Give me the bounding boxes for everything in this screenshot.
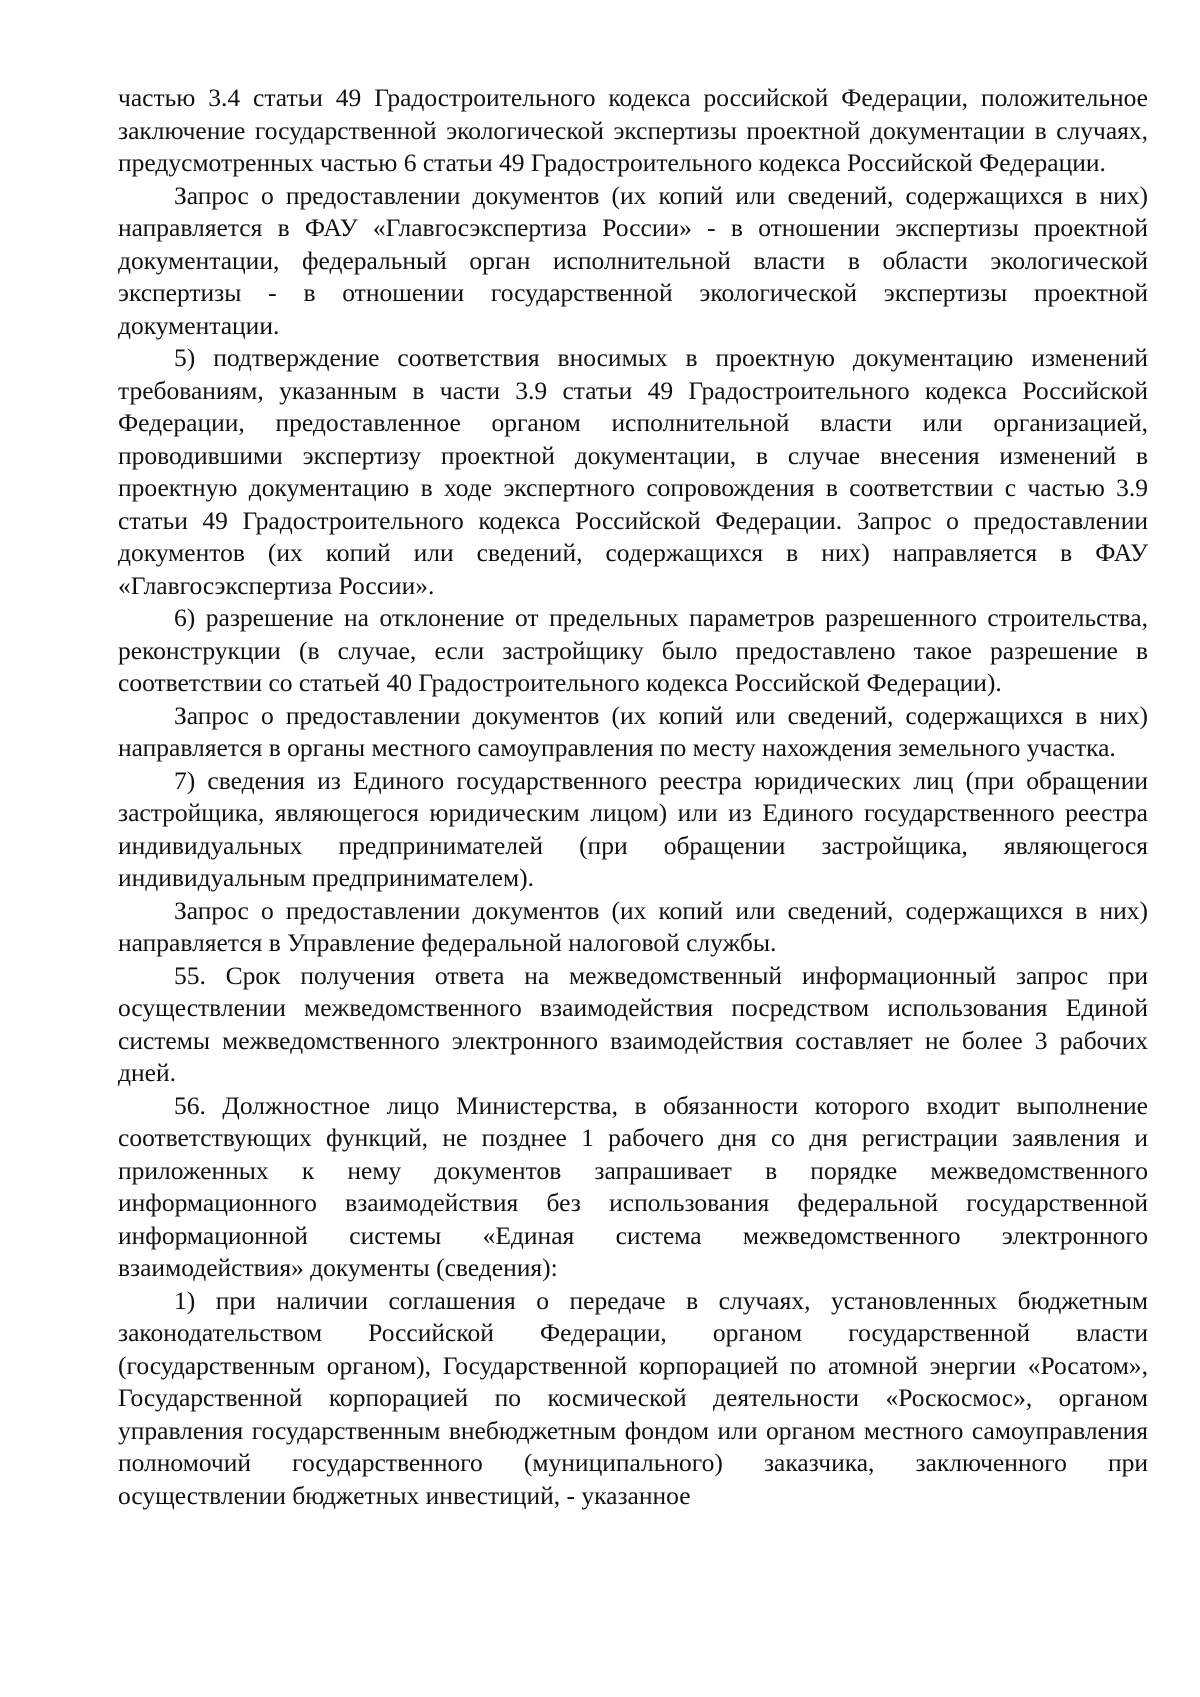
paragraph-5: Запрос о предоставлении документов (их копий или сведений, содержащихся в них) направляется в органы местного самоуправления по месту нахождения земельного участка. — [118, 700, 1148, 762]
paragraph-7: Запрос о предоставлении документов (их копий или сведений, содержащихся в них) направляется в Управление федеральной налоговой службы. — [118, 895, 1148, 957]
paragraph-6: 7) сведения из Единого государственного реестра юридических лиц (при обращении застройщика, являющегося юридическим лицом) или из Единого государственного реестра индивидуальных предпринимателей (при обращении застройщика, являющегося индивидуальным предпринимателем). — [118, 765, 1148, 892]
paragraph-1: частью 3.4 статьи 49 Градостроительного кодекса российской Федерации, положительное заключение государственной экологической экспертизы проектной документации в случаях, предусмотренных частью 6 статьи 49 Градостроительного кодекса Российской Федерации. — [118, 83, 1148, 177]
paragraph-2: Запрос о предоставлении документов (их копий или сведений, содержащихся в них) направляется в ФАУ «Главгосэкспертиза России» - в отношении экспертизы проектной документации, федеральный орган исполнительной власти в области экологической экспертизы - в отношении государственной экологической экспертизы проектной документации. — [118, 180, 1148, 340]
document-text-body — [118, 82, 1148, 1512]
paragraph-9: 56. Должностное лицо Министерства, в обязанности которого входит выполнение соответствующих функций, не позднее 1 рабочего дня со дня регистрации заявления и приложенных к нему документов запрашивает в порядке межведомственного информационного взаимодействия без использования федеральной государственной информационной системы «Единая система межведомственного электронного взаимодействия» документы (сведения): — [118, 1090, 1148, 1282]
paragraph-4: 6) разрешение на отклонение от предельных параметров разрешенного строительства, реконструкции (в случае, если застройщику было предоставлено такое разрешение в соответствии со статьей 40 Градостроительного кодекса Российской Федерации). — [118, 603, 1148, 697]
paragraph-8: 55. Срок получения ответа на межведомственный информационный запрос при осуществлении межведомственного взаимодействия посредством использования Единой системы межведомственного электронного взаимодействия составляет не более 3 рабочих дней. — [118, 960, 1148, 1087]
paragraph-3: 5) подтверждение соответствия вносимых в проектную документацию изменений требованиям, указанным в части 3.9 статьи 49 Градостроительного кодекса Российской Федерации, предоставленное органом исполнительной власти или организацией, проводившими экспертизу проектной документации, в случае внесения изменений в проектную документацию в ходе экспертного сопровождения в соответствии с частью 3.9 статьи 49 Градостроительного кодекса Российской Федерации. Запрос о предоставлении документов (их копий или сведений, содержащихся в них) направляется в ФАУ «Главгосэкспертиза России». — [118, 343, 1148, 600]
paragraph-10: 1) при наличии соглашения о передаче в случаях, установленных бюджетным законодательством Российской Федерации, органом государственной власти (государственным органом), Государственной корпорацией по атомной энергии «Росатом», Государственной корпорацией по космической деятельности «Роскосмос», органом управления государственным внебюджетным фондом или органом местного самоуправления полномочий государственного (муниципального) заказчика, заключенного при осуществлении бюджетных инвестиций, - указанное — [118, 1285, 1148, 1510]
